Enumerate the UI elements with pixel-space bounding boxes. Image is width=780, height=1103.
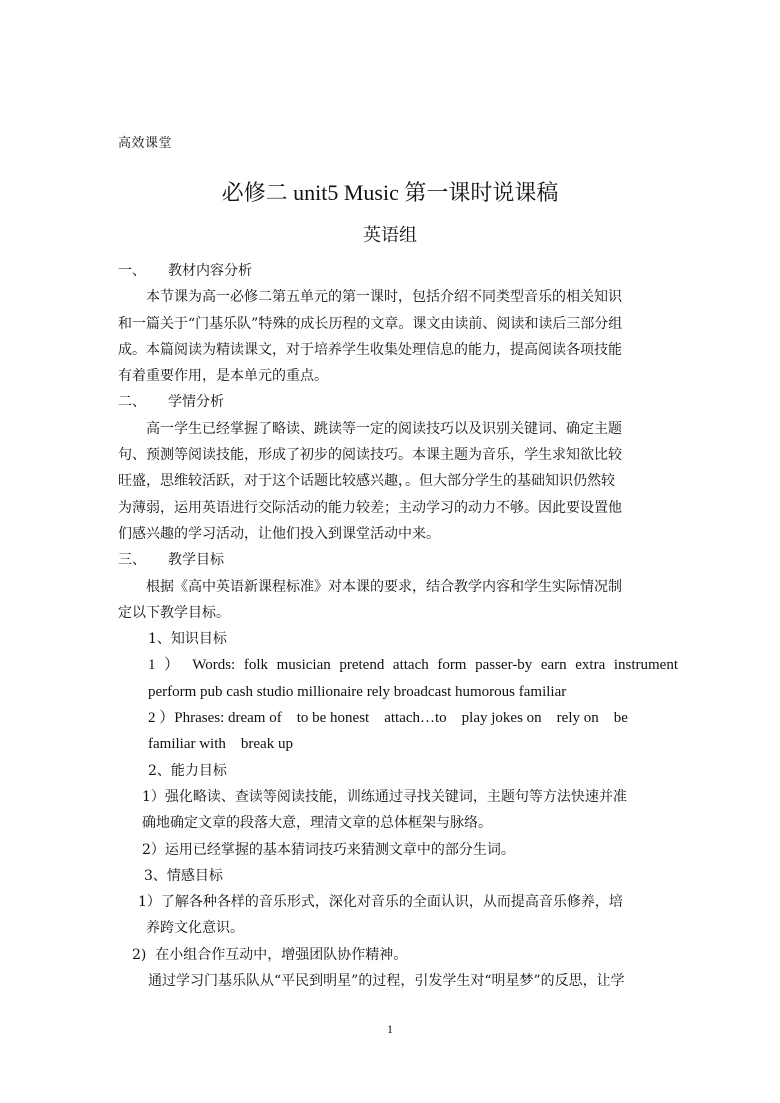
vocabulary-phrases-line: 2 ）Phrases: dream of to be honest attach…to play jokes on rely on be <box>148 710 628 727</box>
paragraph-line: 成。本篇阅读为精读课文，对于培养学生收集处理信息的能力，提高阅读各项技能 <box>118 341 622 358</box>
section-title: 学情分析 <box>168 394 224 411</box>
list-item-line: 1）了解各种各样的音乐形式，深化对音乐的全面认识，从而提高音乐修养，培 <box>138 894 623 911</box>
list-item-line: 确地确定文章的段落大意，理清文章的总体框架与脉络。 <box>142 815 492 832</box>
paragraph-line: 通过学习门基乐队从“平民到明星”的过程，引发学生对“明星梦”的反思，让学 <box>148 973 625 990</box>
list-item-line: 养跨文化意识。 <box>146 920 244 937</box>
vocabulary-phrases-line: familiar with break up <box>148 736 293 753</box>
paragraph-line: 为薄弱，运用英语进行交际活动的能力较差；主动学习的动力不够。因此要设置他 <box>118 499 622 516</box>
paragraph-line: 有着重要作用，是本单元的重点。 <box>118 368 328 385</box>
section-number: 二、 <box>118 394 146 411</box>
section-title: 教材内容分析 <box>168 263 252 279</box>
subheading-knowledge: 1、知识目标 <box>148 631 227 648</box>
header-note: 高效课堂 <box>118 136 173 151</box>
page-number: 1 <box>387 1022 393 1036</box>
paragraph-line: 根据《高中英语新课程标准》对本课的要求，结合教学内容和学生实际情况制 <box>146 578 622 595</box>
section-number: 一、 <box>118 263 146 279</box>
section-heading <box>118 547 678 573</box>
list-item-line: 2）运用已经掌握的基本猜词技巧来猜测文章中的部分生词。 <box>142 841 515 858</box>
paragraph-line: 和一篇关于“门基乐队”特殊的成长历程的文章。课文由读前、阅读和读后三部分组 <box>118 315 623 332</box>
document-subtitle: 英语组 <box>363 225 417 246</box>
vocabulary-words-line: perform pub cash studio millionaire rely broadcast humorous familiar <box>148 683 567 700</box>
paragraph-line: 们感兴趣的学习活动，让他们投入到课堂活动中来。 <box>118 525 440 542</box>
paragraph-line: 高一学生已经掌握了略读、跳读等一定的阅读技巧以及识别关键词、确定主题 <box>146 420 622 437</box>
document-title: 必修二 unit5 Music 第一课时说课稿 <box>221 180 559 205</box>
section-number: 三、 <box>118 552 146 569</box>
section-heading <box>118 258 678 284</box>
list-item-line: 1）强化略读、查读等阅读技能，训练通过寻找关键词，主题句等方法快速并准 <box>142 788 627 805</box>
document-body <box>118 258 678 994</box>
paragraph-line: 定以下教学目标。 <box>118 604 230 621</box>
vocabulary-words-line: 1 ） Words: folk musician pretend attach form passer-by earn extra instrument <box>148 657 678 674</box>
section-heading <box>118 389 678 415</box>
list-item-line: 2) 在小组合作互动中，增强团队协作精神。 <box>132 946 408 963</box>
paragraph-line: 本节课为高一必修二第五单元的第一课时，包括介绍不同类型音乐的相关知识 <box>146 289 622 306</box>
subheading-ability: 2、能力目标 <box>148 762 227 779</box>
subheading-emotion: 3、情感目标 <box>144 867 223 884</box>
paragraph-line: 旺盛，思维较活跃，对于这个话题比较感兴趣，。但大部分学生的基础知识仍然较 <box>118 473 615 490</box>
section-title: 教学目标 <box>168 552 224 569</box>
paragraph-line: 句、预测等阅读技能，形成了初步的阅读技巧。本课主题为音乐，学生求知欲比较 <box>118 447 622 464</box>
